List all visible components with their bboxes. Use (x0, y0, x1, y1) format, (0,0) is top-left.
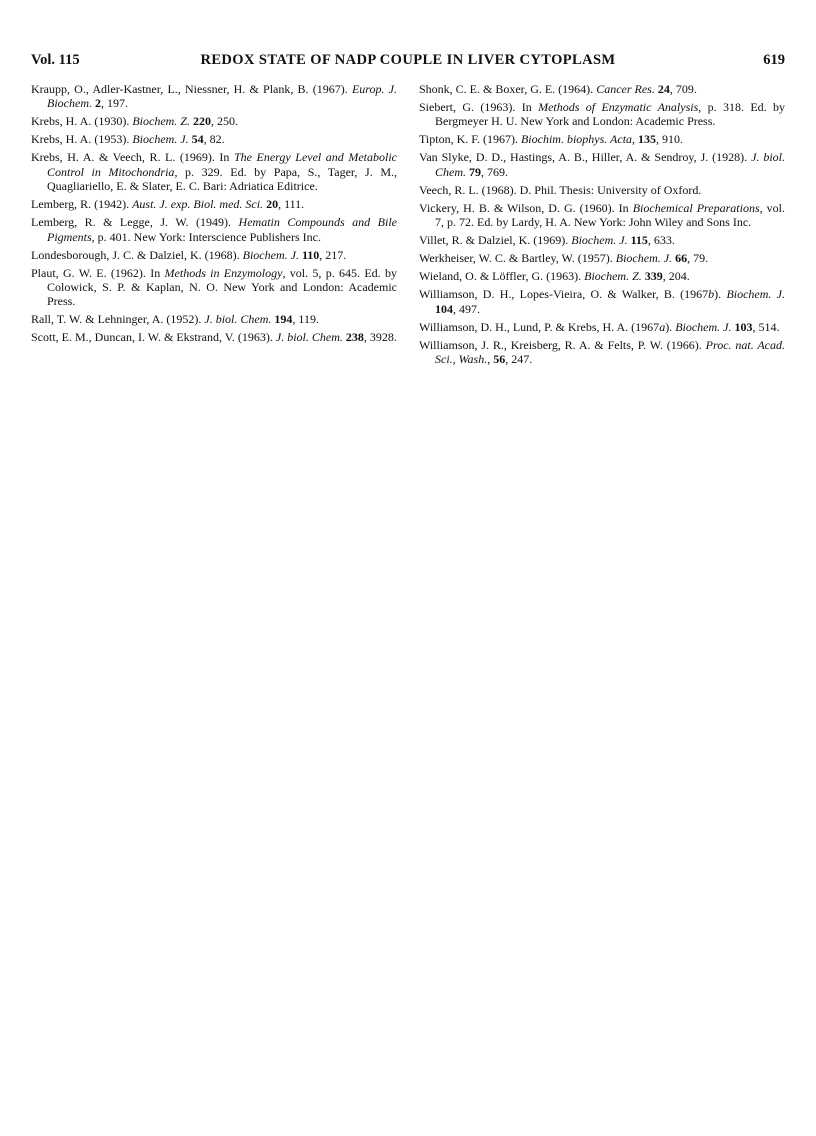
reference-entry: Vickery, H. B. & Wilson, D. G. (1960). In Biochemical Preparations, vol. 7, p. 72. Ed. by Lardy, H. A. New York: John Wiley and Sons Inc. (419, 200, 785, 230)
page-number: 619 (763, 52, 785, 68)
reference-entry: Williamson, D. H., Lopes-Vieira, O. & Walker, B. (1967b). Biochem. J. 104, 497. (419, 287, 786, 316)
reference-entry: Plaut, G. W. E. (1962). In Methods in Enzymology, vol. 5, p. 645. Ed. by Colowick, S. P. & Kaplan, N. O. New York and London: Academic Press. (31, 265, 397, 309)
running-title: REDOX STATE OF NADP COUPLE IN LIVER CYTOPLASM (200, 52, 616, 68)
reference-entry: Wieland, O. & Löffler, G. (1963). Biochem. Z. 339, 204. (419, 269, 690, 284)
reference-entry: Krebs, H. A. & Veech, R. L. (1969). In The Energy Level and Metabolic Control in Mitochondria, p. 329. Ed. by Papa, S., Tager, J. M., Quagliariello, E. & Slater, E. C. Bari: Adriatica Editrice. (31, 150, 398, 194)
references-right-column (419, 82, 785, 370)
reference-entry: Shonk, C. E. & Boxer, G. E. (1964). Cancer Res. 24, 709. (419, 82, 697, 96)
reference-entry: Van Slyke, D. D., Hastings, A. B., Hiller, A. & Sendroy, J. (1928). J. biol. Chem. 79, 769. (419, 150, 785, 179)
reference-entry: Werkheiser, W. C. & Bartley, W. (1957). Biochem. J. 66, 79. (419, 251, 709, 266)
reference-entry: Williamson, D. H., Lund, P. & Krebs, H. A. (1967a). Biochem. J. 103, 514. (419, 319, 780, 334)
reference-entry: Rall, T. W. & Lehninger, A. (1952). J. biol. Chem. 194, 119. (31, 312, 319, 327)
reference-entry: Scott, E. M., Duncan, I. W. & Ekstrand, V. (1963). J. biol. Chem. 238, 3928. (31, 330, 397, 345)
reference-entry: Kraupp, O., Adler-Kastner, L., Niessner, H. & Plank, B. (1967). Europ. J. Biochem. 2, 197. (31, 82, 398, 111)
reference-entry: Lemberg, R. & Legge, J. W. (1949). Hematin Compounds and Bile Pigments, p. 401. New York: Interscience Publishers Inc. (31, 215, 397, 244)
running-header (31, 52, 785, 74)
reference-entry: Veech, R. L. (1968). D. Phil. Thesis: University of Oxford. (419, 182, 702, 197)
volume-label: Vol. 115 (31, 52, 80, 68)
reference-entry: Krebs, H. A. (1930). Biochem. Z. 220, 250. (31, 114, 238, 129)
reference-entry: Siebert, G. (1963). In Methods of Enzymatic Analysis, p. 318. Ed. by Bergmeyer H. U. New York and London: Academic Press. (419, 100, 786, 129)
reference-entry: Tipton, K. F. (1967). Biochim. biophys. Acta, 135, 910. (419, 132, 684, 147)
reference-entry: Lemberg, R. (1942). Aust. J. exp. Biol. med. Sci. 20, 111. (31, 197, 305, 212)
reference-entry: Villet, R. & Dalziel, K. (1969). Biochem. J. 115, 633. (419, 233, 675, 248)
reference-entry: Londesborough, J. C. & Dalziel, K. (1968). Biochem. J. 110, 217. (31, 247, 347, 262)
reference-entry: Williamson, J. R., Kreisberg, R. A. & Felts, P. W. (1966). Proc. nat. Acad. Sci., Wash., 56, 247. (419, 337, 786, 367)
references-left-column (31, 82, 397, 348)
reference-entry: Krebs, H. A. (1953). Biochem. J. 54, 82. (31, 132, 225, 147)
